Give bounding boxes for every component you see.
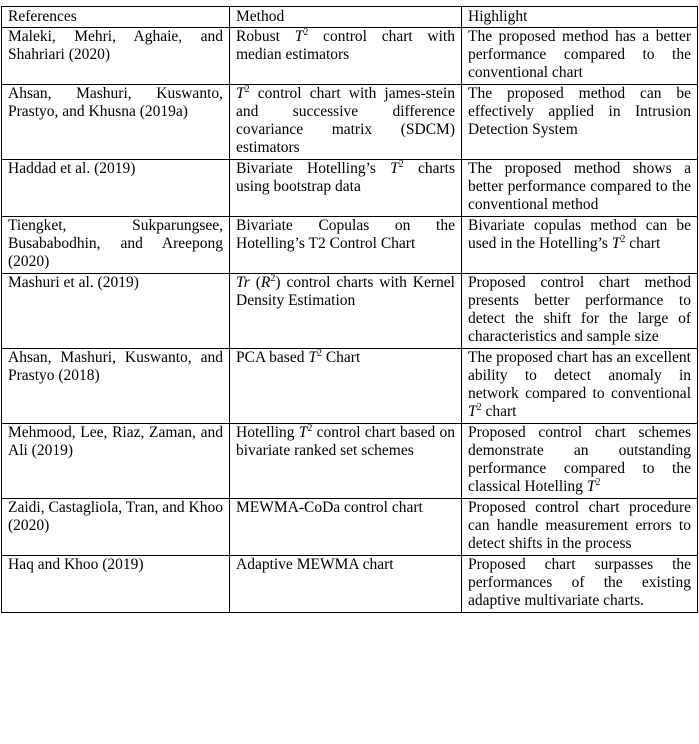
reference-cell: Maleki, Mehri, Aghaie, and Shahriari (2020) [2,28,230,85]
method-cell: Bivariate Copulas on the Hotelling’s T2 Control Chart [230,217,462,274]
highlight-cell: Proposed control chart schemes demonstrate an outstanding performance compared to the classical Hotelling $T^2$ [462,424,698,499]
table-row [2,28,698,85]
table-row [2,160,698,217]
highlight-cell: The proposed method has a better performance compared to the conventional chart [462,28,698,85]
table-row [2,274,698,349]
header-references: References [2,7,230,28]
header-method: Method [230,7,462,28]
method-cell: $T^2$ control chart with james-stein and successive difference covariance matrix (SDCM) estimators [230,85,462,160]
method-cell: Bivariate Hotelling’s $T^2$ charts using bootstrap data [230,160,462,217]
method-cell: Robust $T^2$ control chart with median estimators [230,28,462,85]
method-cell: Hotelling $T^2$ control chart based on bivariate ranked set schemes [230,424,462,499]
table-row [2,556,698,613]
method-cell: Adaptive MEWMA chart [230,556,462,613]
reference-cell: Mashuri et al. (2019) [2,274,230,349]
table-row [2,85,698,160]
highlight-cell: Proposed chart surpasses the performances of the existing adaptive multivariate charts. [462,556,698,613]
highlight-cell: Bivariate copulas method can be used in the Hotelling’s $T^2$ chart [462,217,698,274]
table-row [2,499,698,556]
reference-cell: Zaidi, Castagliola, Tran, and Khoo (2020) [2,499,230,556]
highlight-cell: The proposed method shows a better performance compared to the conventional method [462,160,698,217]
reference-cell: Tiengket, Sukparungsee, Busababodhin, and Areepong (2020) [2,217,230,274]
reference-cell: Haddad et al. (2019) [2,160,230,217]
references-table [1,6,698,613]
table-row [2,424,698,499]
reference-cell: Ahsan, Mashuri, Kuswanto, and Prastyo (2018) [2,349,230,424]
highlight-cell: Proposed control chart procedure can handle measurement errors to detect shifts in the process [462,499,698,556]
method-cell: Tr $(R^2)$ control charts with Kernel Density Estimation [230,274,462,349]
reference-cell: Ahsan, Mashuri, Kuswanto, Prastyo, and Khusna (2019a) [2,85,230,160]
highlight-cell: Proposed control chart method presents better performance to detect the shift for the large of characteristics and sample size [462,274,698,349]
header-highlight: Highlight [462,7,698,28]
header-row [2,7,698,28]
method-cell: PCA based $T^2$ Chart [230,349,462,424]
table-body [2,28,698,613]
table-row [2,217,698,274]
table-row [2,349,698,424]
highlight-cell: The proposed chart has an excellent ability to detect anomaly in network compared to conventional $T^2$ chart [462,349,698,424]
reference-cell: Haq and Khoo (2019) [2,556,230,613]
reference-cell: Mehmood, Lee, Riaz, Zaman, and Ali (2019) [2,424,230,499]
method-cell: MEWMA-CoDa control chart [230,499,462,556]
highlight-cell: The proposed method can be effectively applied in Intrusion Detection System [462,85,698,160]
